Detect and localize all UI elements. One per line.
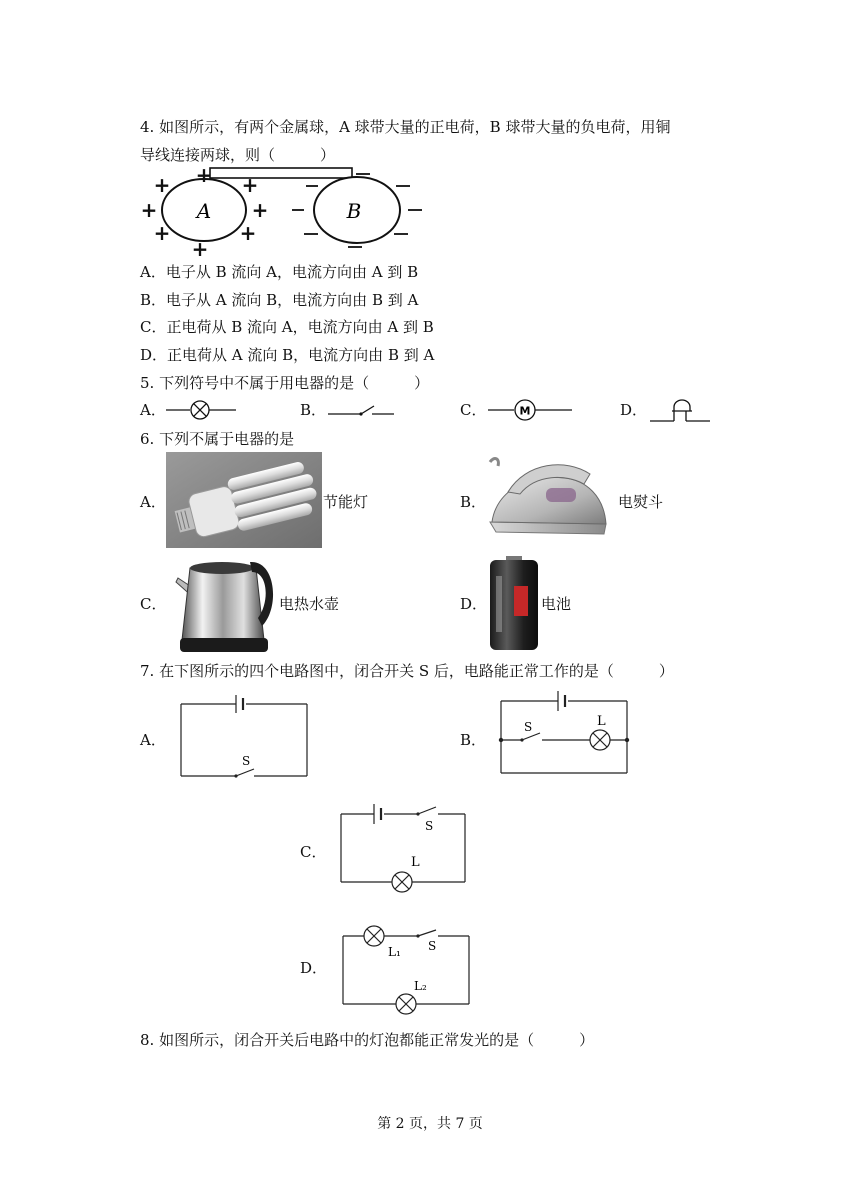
q6-label-b: B． bbox=[460, 493, 487, 511]
q8-stem: 8. 如图所示，闭合开关后电路中的灯泡都能正常发光的是（ ） bbox=[140, 1031, 595, 1049]
q5-label-d: D． bbox=[620, 401, 648, 419]
circuit-b-switch-label: S bbox=[524, 720, 533, 734]
circuit-a-switch-label: S bbox=[242, 754, 251, 768]
sphere-b-label: B bbox=[346, 199, 362, 223]
svg-text:+: + bbox=[251, 198, 269, 222]
svg-text:+: + bbox=[239, 221, 257, 245]
q4-option-b: B．电子从 A 流向 B，电流方向由 B 到 A bbox=[140, 291, 419, 309]
svg-text:+: + bbox=[191, 237, 209, 261]
q5-stem: 5. 下列符号中不属于用电器的是（ ） bbox=[140, 374, 430, 392]
circuit-d-switch-label: S bbox=[428, 939, 437, 953]
circuit-b-lamp-label: L bbox=[597, 714, 606, 729]
sphere-a-label: A bbox=[196, 199, 212, 223]
q6-caption-b: 电熨斗 bbox=[618, 493, 664, 511]
motor-letter: M bbox=[519, 404, 531, 418]
page-footer: 第 2 页，共 7 页 bbox=[377, 1116, 483, 1132]
q5-label-a: A． bbox=[140, 401, 166, 419]
q6-caption-a: 节能灯 bbox=[323, 493, 369, 511]
q4-option-d: D．正电荷从 A 流向 B，电流方向由 B 到 A bbox=[140, 346, 435, 364]
copper-wire bbox=[210, 168, 352, 178]
electric-iron-icon bbox=[486, 452, 616, 542]
q6-stem: 6. 下列不属于电器的是 bbox=[140, 430, 295, 448]
circuit-b-diagram bbox=[500, 687, 630, 775]
q7-stem: 7. 在下图所示的四个电路图中，闭合开关 S 后，电路能正常工作的是（ ） bbox=[140, 662, 674, 680]
bell-symbol-icon bbox=[650, 397, 712, 423]
charged-spheres-diagram bbox=[138, 162, 438, 261]
q7-label-b: B． bbox=[460, 731, 487, 749]
q6-caption-c: 电热水壶 bbox=[279, 595, 340, 613]
circuit-c-diagram bbox=[340, 800, 468, 886]
q5-label-b: B． bbox=[300, 401, 327, 419]
circuit-d-lamp2-label: L₂ bbox=[414, 979, 427, 993]
q4-option-c: C．正电荷从 B 流向 A，电流方向由 A 到 B bbox=[140, 318, 434, 336]
svg-text:+: + bbox=[153, 221, 171, 245]
q6-caption-d: 电池 bbox=[541, 595, 572, 613]
q4-option-a: A．电子从 B 流向 A，电流方向由 A 到 B bbox=[140, 263, 419, 281]
motor-symbol-icon bbox=[488, 400, 574, 420]
q7-label-d: D． bbox=[300, 959, 328, 977]
svg-text:+: + bbox=[153, 173, 171, 197]
circuit-d-diagram bbox=[342, 924, 472, 1006]
svg-text:+: + bbox=[195, 163, 213, 187]
battery-icon bbox=[488, 556, 540, 652]
electric-kettle-icon bbox=[172, 548, 278, 654]
q7-label-c: C． bbox=[300, 843, 327, 861]
circuit-c-lamp-label: L bbox=[411, 855, 420, 870]
circuit-a-diagram bbox=[180, 694, 310, 778]
lamp-symbol-icon bbox=[166, 400, 238, 420]
q6-label-a: A． bbox=[140, 493, 166, 511]
q4-stem-line1: 4. 如图所示，有两个金属球，A 球带大量的正电荷，B 球带大量的负电荷，用铜 bbox=[140, 118, 671, 136]
svg-text:+: + bbox=[140, 198, 158, 222]
q6-label-d: D． bbox=[460, 595, 488, 613]
circuit-c-switch-label: S bbox=[425, 819, 434, 833]
q4-stem-line2: 导线连接两球，则（ ） bbox=[140, 146, 336, 164]
svg-text:+: + bbox=[241, 173, 259, 197]
q5-label-c: C． bbox=[460, 401, 487, 419]
energy-saving-lamp-icon bbox=[166, 452, 322, 548]
q7-label-a: A． bbox=[140, 731, 166, 749]
switch-symbol-icon bbox=[328, 400, 396, 420]
circuit-d-lamp1-label: L₁ bbox=[388, 945, 401, 959]
q6-label-c: C． bbox=[140, 595, 167, 613]
